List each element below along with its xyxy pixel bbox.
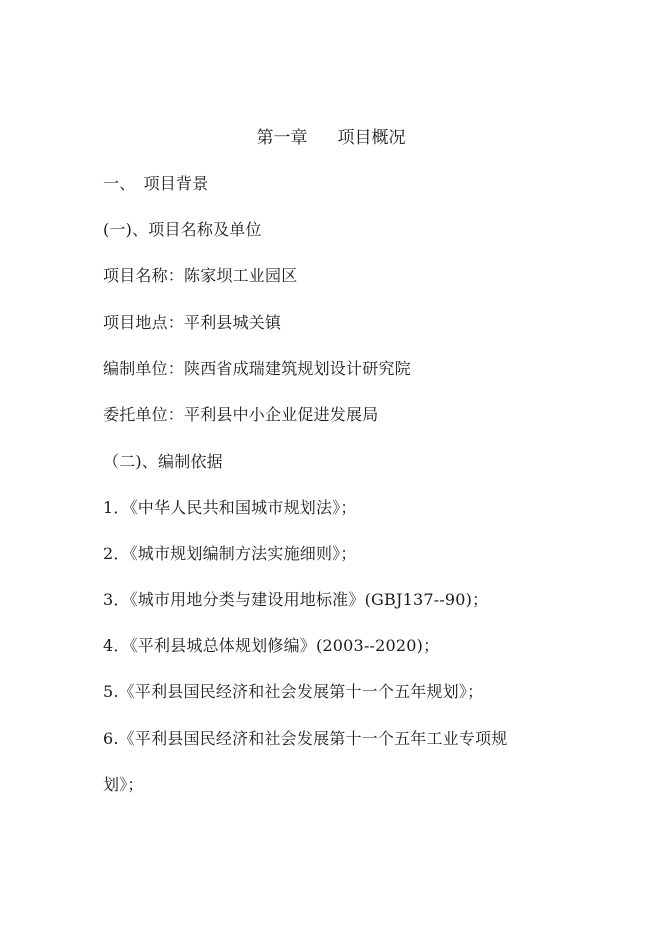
subsection-heading-1: (一)、项目名称及单位 xyxy=(103,220,262,239)
project-name-line: 项目名称：陈家坝工业园区 xyxy=(103,266,298,285)
basis-item-continued: 划》； xyxy=(103,775,144,794)
basis-item: 6.《平利县国民经济和社会发展第十一个五年工业专项规 xyxy=(103,729,508,748)
commissioning-unit-line: 委托单位：平利县中小企业促进发展局 xyxy=(103,405,379,424)
subsection-heading-2: （二)、编制依据 xyxy=(103,452,223,471)
basis-item: 2．《城市规划编制方法实施细则》； xyxy=(103,544,357,563)
basis-item: 5.《平利县国民经济和社会发展第十一个五年规划》； xyxy=(103,682,484,701)
basis-item: 3．《城市用地分类与建设用地标准》(GBJ137--90)； xyxy=(103,590,489,609)
chapter-title xyxy=(0,127,662,149)
basis-item: 1．《中华人民共和国城市规划法》； xyxy=(103,498,357,517)
section-heading: 一、 项目背景 xyxy=(103,174,209,193)
compiling-unit-line: 编制单位：陕西省成瑞建筑规划设计研究院 xyxy=(103,359,411,378)
chapter-name: 项目概况 xyxy=(337,128,406,148)
basis-item: 4．《平利县城总体规划修编》(2003--2020)； xyxy=(103,636,440,655)
project-location-line: 项目地点：平利县城关镇 xyxy=(103,313,282,332)
chapter-number: 第一章 xyxy=(256,128,308,148)
